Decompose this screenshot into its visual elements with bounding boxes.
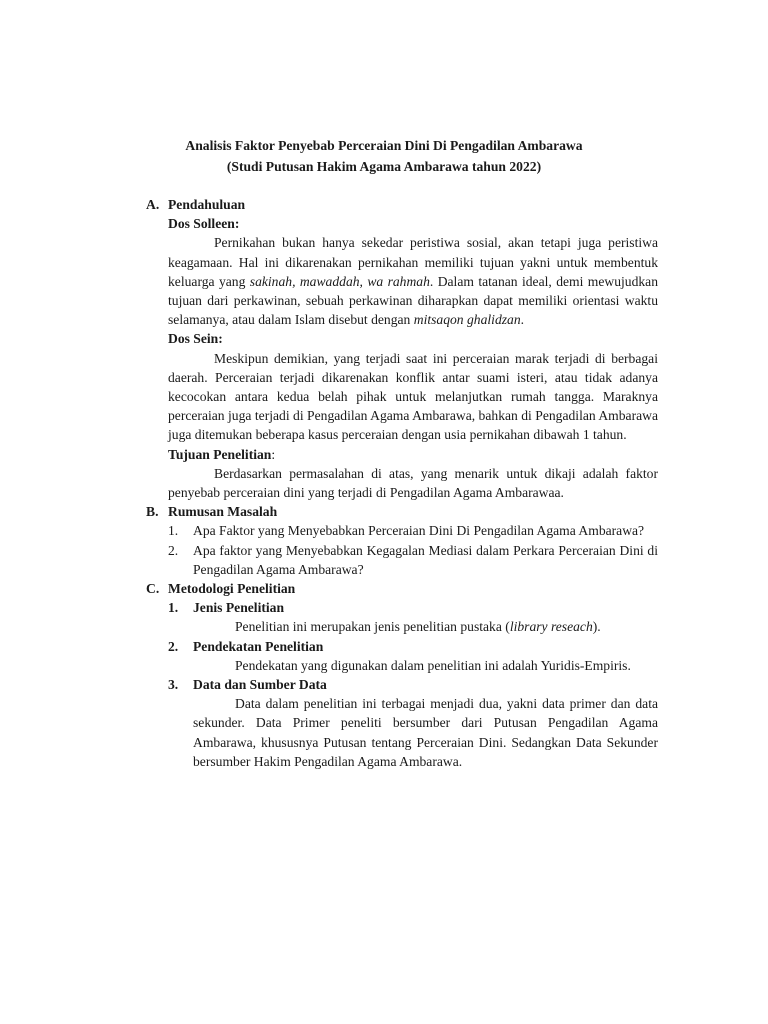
- section-a-letter: A.: [146, 197, 160, 212]
- document-body: [146, 195, 658, 771]
- jenis-penelitian-heading: [168, 598, 658, 617]
- pendekatan-paragraph: Pendekatan yang digunakan dalam penelitian ini adalah Yuridis-Empiris.: [235, 657, 631, 673]
- section-c-title: Metodologi Penelitian: [168, 581, 296, 597]
- list-item-text: Apa Faktor yang Menyebabkan Perceraian Dini Di Pengadilan Agama Ambarawa?: [193, 523, 645, 539]
- section-b-letter: B.: [146, 504, 159, 520]
- rumusan-list: [146, 521, 658, 579]
- tujuan-label-colon: :: [271, 446, 276, 462]
- metodologi-list: [146, 598, 658, 771]
- jenis-number: 1.: [168, 600, 179, 616]
- section-c-letter: C.: [146, 581, 160, 597]
- dos-sein-paragraph: Meskipun demikian, yang terjadi saat ini perceraian marak terjadi di berbagai daerah. Perceraian terjadi dikarenakan konflik antar suami isteri, atau tidak adanya kecocokan antara kedua belah pihak untuk melanjutkan rumah tangga. Maraknya perceraian juga terjadi di Pengadilan Agama Ambarawa, bahkan di Pengadilan Ambarawa juga ditemukan beberapa kasus perceraian dengan usia pernikahan dibawah 1 tahun.: [168, 350, 658, 443]
- data-paragraph: Data dalam penelitian ini terbagai menjadi dua, yakni data primer dan data sekunder. Data Primer peneliti bersumber dari Putusan Pengadilan Agama Ambarawa, khususnya Putusan tentang Perceraian Dini. Sedangkan Data Sekunder bersumber Hakim Pengadilan Agama Ambarawa.: [193, 696, 658, 769]
- title-line-2: (Studi Putusan Hakim Agama Ambarawa tahun 2022): [226, 159, 542, 174]
- dos-solleen-label: Dos Solleen:: [168, 216, 240, 232]
- tujuan-penelitian-label: [168, 445, 658, 464]
- dos-solleen-paragraph: [168, 233, 658, 329]
- section-a-title: Pendahuluan: [168, 197, 246, 212]
- list-item-text: Apa faktor yang Menyebabkan Kegagalan Mediasi dalam Perkara Perceraian Dini di Pengadilan Agama Ambarawa?: [193, 542, 658, 577]
- section-a-heading: [146, 195, 658, 214]
- title-line-1: Analisis Faktor Penyebab Perceraian Dini Di Pengadilan Ambarawa: [185, 138, 583, 153]
- section-metodologi: [146, 579, 658, 771]
- solleen-italic-2: mitsaqon ghalidzan: [413, 312, 521, 328]
- dos-sein-label: Dos Sein:: [168, 331, 223, 347]
- section-c-heading: [146, 579, 658, 598]
- data-sumber-heading: [168, 675, 658, 694]
- jenis-text-1: Penelitian ini merupakan jenis penelitian pustaka (: [235, 619, 510, 635]
- data-number: 3.: [168, 677, 179, 693]
- section-a-content: [146, 214, 658, 502]
- jenis-title: Jenis Penelitian: [193, 600, 285, 616]
- section-rumusan-masalah: [146, 502, 658, 579]
- data-title: Data dan Sumber Data: [193, 677, 327, 693]
- jenis-body: [168, 617, 658, 636]
- list-item-number: 1.: [168, 523, 179, 539]
- solleen-text-1: Pernikahan bukan hanya sekedar peristiwa sosial, akan tetapi juga peristiwa keagamaan. Hal ini dikarenakan pernikahan memiliki tujuan yakni untuk membentuk keluarga yang: [168, 235, 658, 289]
- jenis-paragraph: [193, 617, 658, 636]
- list-item-number: 2.: [168, 542, 179, 558]
- jenis-text-2: ).: [592, 619, 601, 635]
- list-item: [168, 521, 658, 540]
- solleen-italic-1: sakinah, mawaddah, wa rahmah: [249, 273, 430, 289]
- section-b-title: Rumusan Masalah: [168, 504, 278, 520]
- pendekatan-title: Pendekatan Penelitian: [193, 638, 324, 654]
- document-title: [0, 135, 768, 177]
- tujuan-label-text: Tujuan Penelitian: [168, 446, 272, 462]
- solleen-text-2: . Dalam tatanan ideal, demi mewujudkan tujuan dari perkawinan, sebuah perkawinan diharapkan dapat memiliki orientasi waktu selamanya, atau dalam Islam disebut dengan: [168, 273, 658, 328]
- solleen-text-3: .: [520, 312, 525, 328]
- list-item: [168, 541, 658, 579]
- pendekatan-number: 2.: [168, 638, 179, 654]
- data-body: [168, 694, 658, 771]
- pendekatan-penelitian-heading: [168, 637, 658, 656]
- pendekatan-body: [168, 656, 658, 675]
- tujuan-paragraph: Berdasarkan permasalahan di atas, yang menarik untuk dikaji adalah faktor penyebab perceraian dini yang terjadi di Pengadilan Agama Ambarawaa.: [168, 465, 658, 501]
- section-b-heading: [146, 502, 658, 521]
- section-pendahuluan: [146, 195, 658, 502]
- jenis-italic: library reseach: [509, 619, 593, 635]
